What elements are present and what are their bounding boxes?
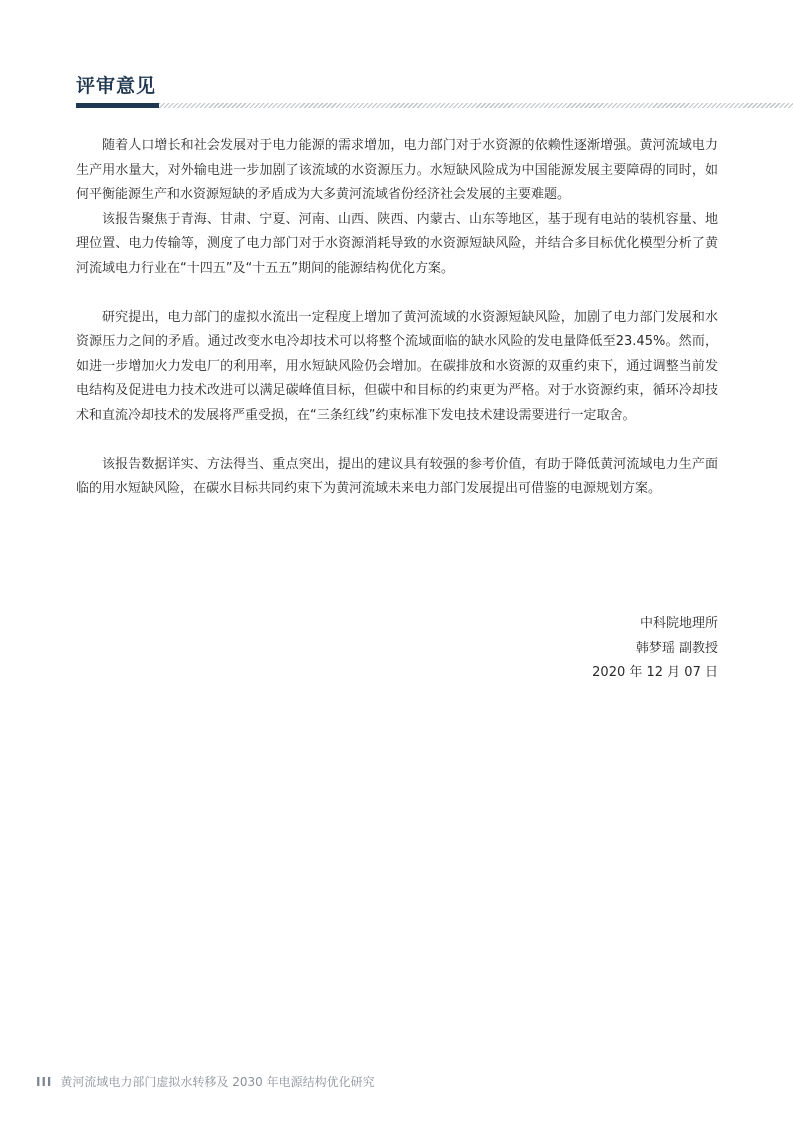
title-underline-bar (76, 103, 159, 108)
signature-reviewer: 韩梦瑶 副教授 (635, 640, 718, 656)
section-header (76, 70, 793, 110)
paragraph-conclusion: 该报告数据详实、方法得当、重点突出，提出的建议具有较强的参考价值，有助于降低黄河流域电力生产面临的用水短缺风险，在碳水目标共同约束下为黄河流域未来电力部门发展提出可借鉴的电源规划方案。 (76, 456, 718, 496)
paragraph-findings: 研究提出，电力部门的虚拟水流出一定程度上增加了黄河流域的水资源短缺风险，加剧了电力部门发展和水资源压力之间的矛盾。通过改变水电冷却技术可以将整个流域面临的缺水风险的发电量降低至23.45%。然而，如进一步增加火力发电厂的利用率，用水短缺风险仍会增加。在碳排放和水资源的双重约束下，通过调整当前发电结构及促进电力技术改进可以满足碳峰值目标，但碳中和目标的约束更为严格。对于水资源约束，循环冷却技术和直流冷却技术的发展将严重受损，在“三条红线”约束标准下发电技术建设需要进行一定取舍。 (76, 309, 718, 423)
signature-date: 2020 年 12 月 07 日 (592, 665, 718, 680)
page-number: III (36, 1075, 53, 1089)
signature-institution: 中科院地理所 (639, 616, 718, 631)
hatched-divider (159, 103, 793, 108)
page-footer (36, 1073, 375, 1091)
footer-report-title: 黄河流域电力部门虚拟水转移及 2030 年电源结构优化研究 (60, 1075, 375, 1089)
review-body (76, 134, 718, 502)
signature-block (592, 612, 718, 686)
paragraph-background: 随着人口增长和社会发展对于电力能源的需求增加，电力部门对于水资源的依赖性逐渐增强。黄河流域电力生产用水量大，对外输电进一步加剧了该流域的水资源压力。水短缺风险成为中国能源发展主要障碍的同时，如何平衡能源生产和水资源短缺的矛盾成为大多黄河流域省份经济社会发展的主要难题。 (76, 138, 718, 202)
section-title: 评审意见 (76, 75, 157, 97)
paragraph-scope: 该报告聚焦于青海、甘肃、宁夏、河南、山西、陕西、内蒙古、山东等地区，基于现有电站的装机容量、地理位置、电力传输等，测度了电力部门对于水资源消耗导致的水资源短缺风险，并结合多目标优化模型分析了黄河流域电力行业在“十四五”及“十五五”期间的能源结构优化方案。 (76, 211, 718, 276)
